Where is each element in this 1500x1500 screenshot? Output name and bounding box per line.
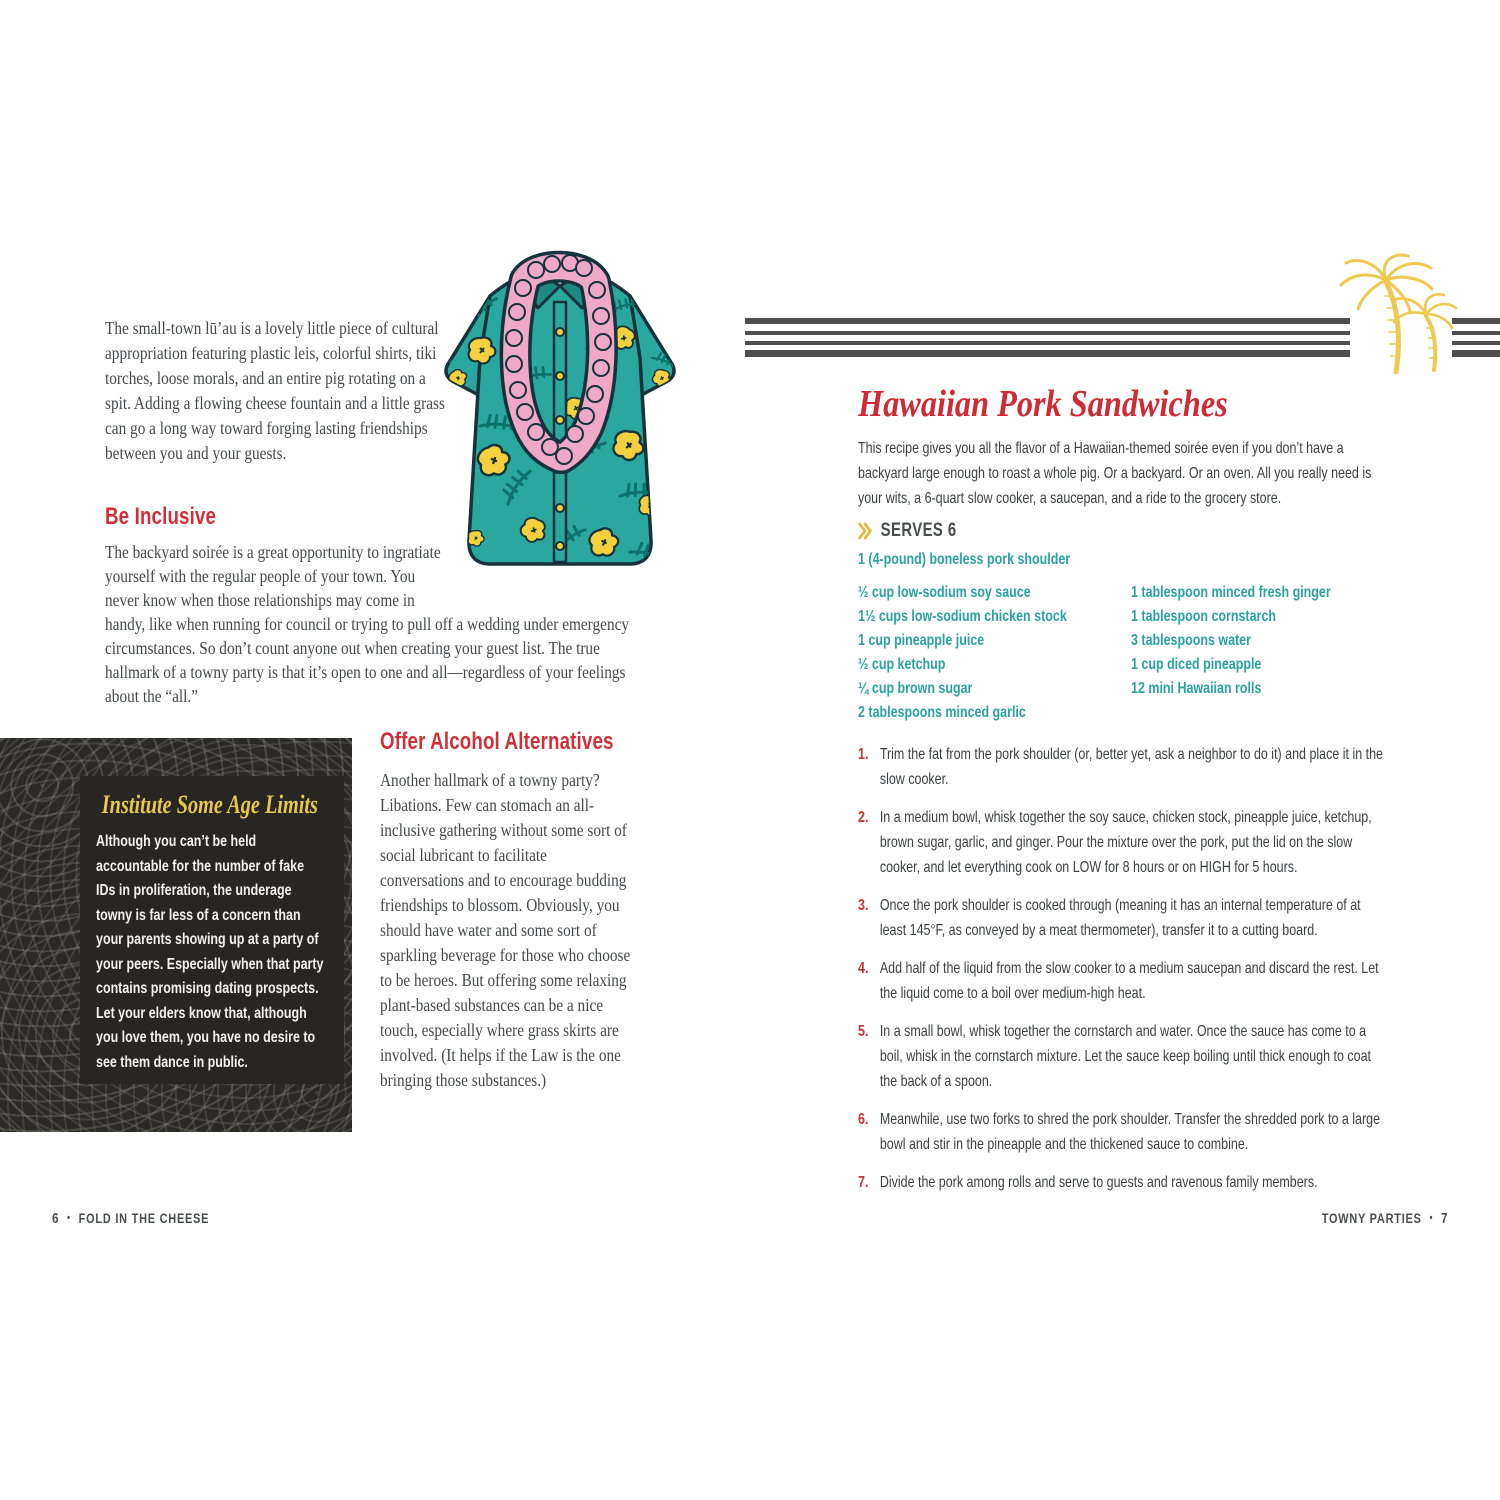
section-body-text: The backyard soirée is a great opportunity to ingratiate yourself with the regular people of your town. You never know when those relationships may come in handy, like when running for council or trying to pull off a wedding under emergency circumstances. So don’t count anyone out when creating your guest list. The true hallmark of a towny party is that it’s open to one and all—regardless of your feelings about the “all.”: [105, 542, 630, 706]
recipe-step: [858, 893, 1390, 943]
ingredient: ½ cup low-sodium soy sauce: [858, 584, 1031, 601]
step-text: In a small bowl, whisk together the cornstarch and water. Once the sauce has come to a boil, whisk in the cornstarch mixture. Let the sauce keep boiling until thick enough to coat the back of a spoon.: [879, 1023, 1371, 1090]
ingredient: ½ cup ketchup: [858, 656, 946, 673]
recipe-step: [858, 742, 1390, 792]
intro-paragraph: The small-town lū’au is a lovely little piece of cultural appropriation featuring plastic leis, colorful shirts, tiki torches, loose morals, and an entire pig rotating on a spit. Adding a flowing cheese fountain and a little grass can go a long way toward forging lasting friendships between you and your guests.: [105, 318, 445, 463]
recipe-step: [858, 956, 1390, 1006]
section-body: Another hallmark of a towny party? Libations. Few can stomach an all-inclusive gathering without some sort of social lubricant to facilitate conversations and to encourage budding friendships to blossom. Obviously, you should have water and some sort of sparkling beverage for those who choose to be heroes. But offering some relaxing plant-based substances can be a nice touch, especially where grass skirts are involved. (It helps if the Law is the one bringing those substances.): [380, 770, 631, 1090]
step-number: 1.: [858, 746, 869, 763]
step-number: 5.: [858, 1023, 869, 1040]
step-number: 3.: [858, 897, 869, 914]
ingredients-column-1: [858, 581, 1131, 725]
lead-ingredient: 1 (4-pound) boneless pork shoulder: [858, 551, 1071, 568]
recipe-step: [858, 1170, 1390, 1195]
section-body: [105, 540, 651, 708]
step-text: Meanwhile, use two forks to shred the pork shoulder. Transfer the shredded pork to a large bowl and stir in the pineapple and the thickened sauce to combine.: [879, 1111, 1381, 1153]
ingredient: 12 mini Hawaiian rolls: [1131, 680, 1262, 697]
palm-trees-icon: [1338, 252, 1460, 374]
recipe-title: Hawaiian Pork Sandwiches: [858, 383, 1228, 425]
footer-separator: •: [1429, 1212, 1433, 1224]
right-page-footer: [1286, 1210, 1448, 1227]
chapter-title: TOWNY PARTIES: [1321, 1210, 1422, 1226]
callout-panel: [80, 776, 344, 1084]
step-number: 6.: [858, 1111, 869, 1128]
section-heading: Offer Alcohol Alternatives: [380, 728, 614, 755]
double-chevron-icon: [858, 522, 874, 540]
text-wrap-spacer: [448, 540, 650, 592]
step-text: Once the pork shoulder is cooked through (meaning it has an internal temperature of at least 145°F, as conveyed by a meat thermometer), transfer it to a cutting board.: [879, 897, 1361, 939]
left-page-footer: [52, 1210, 254, 1227]
ingredient: 1 cup pineapple juice: [858, 632, 985, 649]
ingredient: 1 tablespoon cornstarch: [1131, 608, 1276, 625]
ingredient: 2 tablespoons minced garlic: [858, 704, 1026, 721]
page-number: 7: [1440, 1210, 1448, 1227]
callout-body: Although you can’t be held accountable for the number of fake IDs in proliferation, the underage towny is far less of a concern than your parents showing up at a party of your peers. Especially when that party contains promising dating prospects. Let your elders know that, although you love them, you have no desire to see them dance in public.: [96, 833, 324, 1071]
ingredients-column-2: [1131, 581, 1390, 725]
ingredient: 1 tablespoon minced fresh ginger: [1131, 584, 1331, 601]
recipe: [858, 382, 1418, 1208]
step-number: 2.: [858, 809, 869, 826]
section-heading: Be Inclusive: [105, 503, 217, 530]
ingredient: 3 tablespoons water: [1131, 632, 1251, 649]
step-text: In a medium bowl, whisk together the soy sauce, chicken stock, pineapple juice, ketchup, brown sugar, garlic, and ginger. Pour the mixture over the pork, put the lid on the slow cooker, and let everything cook on LOW for 8 hours or on HIGH for 5 hours.: [879, 809, 1372, 876]
recipe-step: [858, 805, 1390, 880]
step-number: 7.: [858, 1174, 869, 1191]
ingredient: ¼ cup brown sugar: [858, 680, 973, 697]
step-text: Add half of the liquid from the slow cooker to a medium saucepan and discard the rest. Let the liquid come to a boil over medium-high heat.: [879, 960, 1379, 1002]
serves-label: SERVES 6: [880, 520, 957, 541]
ingredient: 1½ cups low-sodium chicken stock: [858, 608, 1067, 625]
serves-row: [858, 519, 1390, 543]
callout-heading: Institute Some Age Limits: [101, 790, 318, 819]
footer-separator: •: [67, 1212, 71, 1224]
page-number: 6: [52, 1210, 60, 1227]
step-text: Divide the pork among rolls and serve to guests and ravenous family members.: [879, 1174, 1318, 1191]
step-text: Trim the fat from the pork shoulder (or, better yet, ask a neighbor to do it) and place it in the slow cooker.: [879, 746, 1384, 788]
book-title: FOLD IN THE CHEESE: [78, 1210, 210, 1226]
section-be-inclusive: [105, 503, 747, 708]
recipe-step: [858, 1107, 1390, 1157]
recipe-step: [858, 1019, 1390, 1094]
age-limits-callout: [0, 738, 352, 1132]
recipe-intro: This recipe gives you all the flavor of a Hawaiian-themed soirée even if you don’t have a backyard large enough to roast a whole pig. Or a backyard. Or an oven. All you really need is your wits, a 6-quart slow cooker, a saucepan, and a ride to the grocery store.: [858, 440, 1372, 507]
recipe-steps: [858, 742, 1390, 1195]
section-alcohol-alternatives: [380, 728, 650, 1093]
ingredient: 1 cup diced pineapple: [1131, 656, 1262, 673]
step-number: 4.: [858, 960, 869, 977]
ingredients: [858, 581, 1390, 725]
